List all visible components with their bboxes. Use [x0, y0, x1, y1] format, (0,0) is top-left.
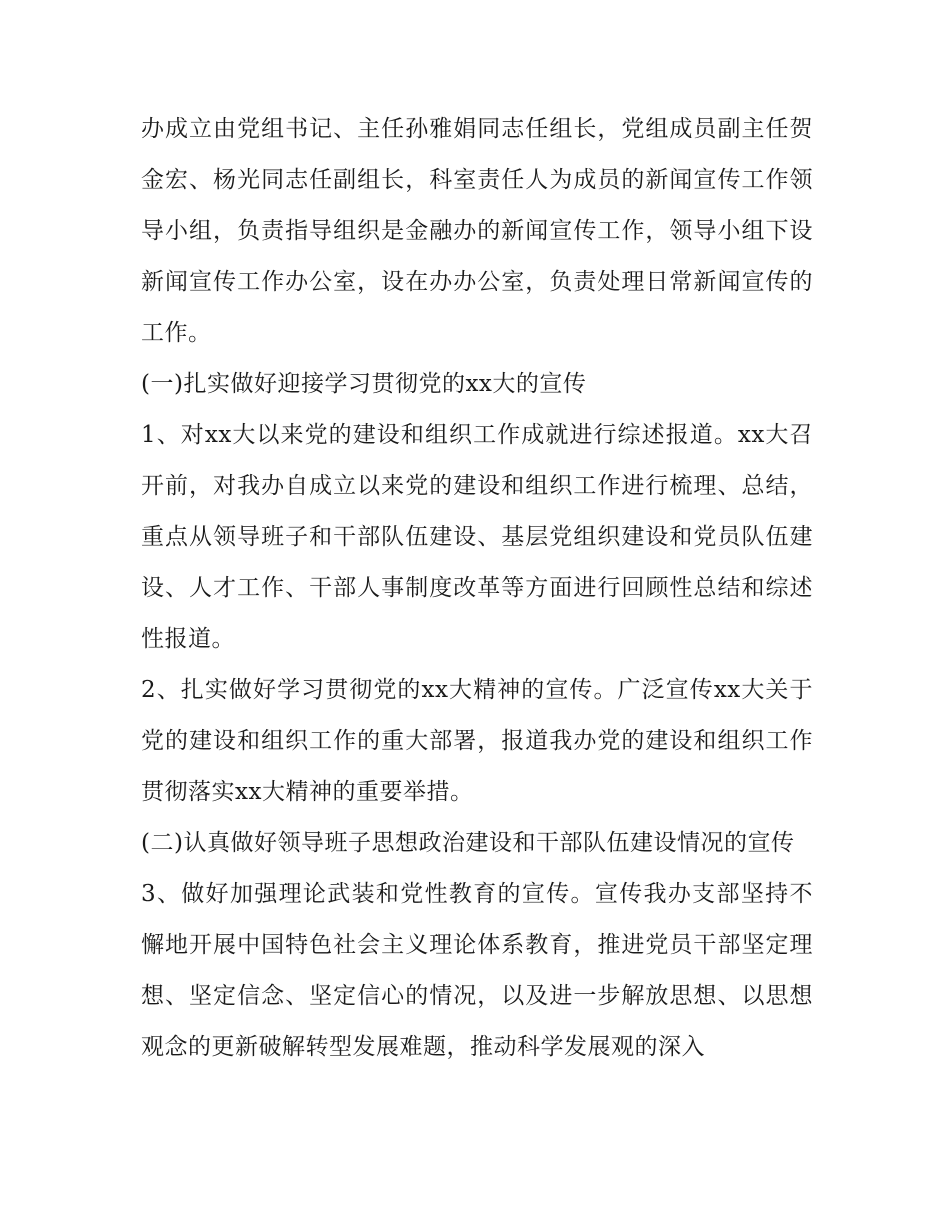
section-heading-2: (二)认真做好领导班子思想政治建设和干部队伍建设情况的宣传 [141, 830, 795, 856]
document-body [141, 104, 813, 1073]
paragraph-item-2: 2、扎实做好学习贯彻党的xx大精神的宣传。广泛宣传xx大关于党的建设和组织工作的重大部署，报道我办党的建设和组织工作贯彻落实xx大精神的重要举措。 [141, 677, 813, 805]
section-heading-1: (一)扎实做好迎接学习贯彻党的xx大的宣传 [141, 371, 587, 397]
paragraph-leading-group: 办成立由党组书记、主任孙雅娟同志任组长，党组成员副主任贺金宏、杨光同志任副组长，科室责任人为成员的新闻宣传工作领导小组，负责指导组织是金融办的新闻宣传工作，领导小组下设新闻宣传工作办公室，设在办办公室，负责处理日常新闻宣传的工作。 [141, 116, 813, 346]
paragraph-item-1: 1、对xx大以来党的建设和组织工作成就进行综述报道。xx大召开前，对我办自成立以来党的建设和组织工作进行梳理、总结，重点从领导班子和干部队伍建设、基层党组织建设和党员队伍建设、人才工作、干部人事制度改革等方面进行回顾性总结和综述性报道。 [141, 422, 813, 652]
paragraph-item-3: 3、做好加强理论武装和党性教育的宣传。宣传我办支部坚持不懈地开展中国特色社会主义理论体系教育，推进党员干部坚定理想、坚定信念、坚定信心的情况，以及进一步解放思想、以思想观念的更新破解转型发展难题，推动科学发展观的深入 [141, 881, 813, 1060]
